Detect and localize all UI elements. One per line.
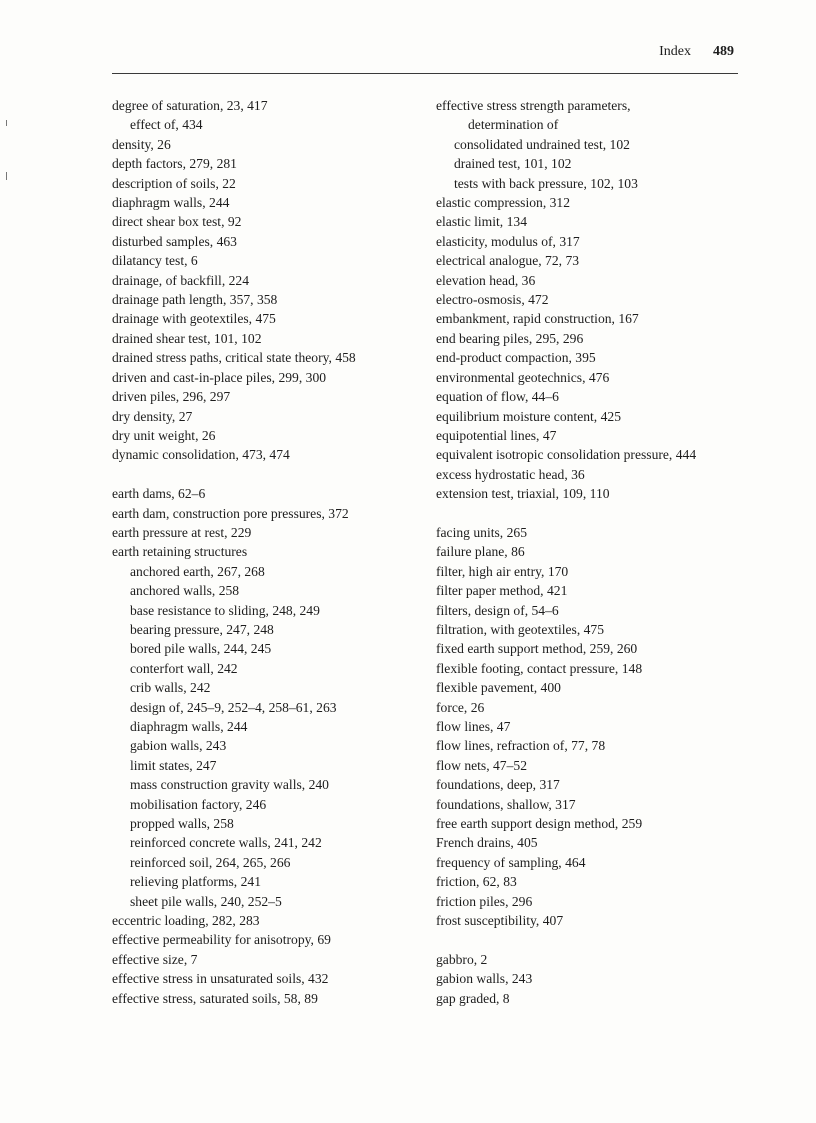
index-entry: friction piles, 296 (436, 893, 533, 909)
index-entry: flexible pavement, 400 (436, 680, 561, 696)
index-entry: filters, design of, 54–6 (436, 602, 559, 618)
index-entry: facing units, 265 (436, 524, 527, 540)
index-entry: drainage, of backfill, 224 (112, 272, 250, 288)
index-entry: frost susceptibility, 407 (436, 913, 564, 929)
index-entry: gap graded, 8 (436, 990, 510, 1006)
index-entry: earth dam, construction pore pressures, 372 (112, 505, 349, 521)
index-entry: earth pressure at rest, 229 (112, 524, 252, 540)
index-entry: dry unit weight, 26 (112, 427, 216, 443)
index-subentry: drained test, 101, 102 (454, 156, 572, 172)
index-entry: force, 26 (436, 699, 485, 715)
index-entry: disturbed samples, 463 (112, 233, 237, 249)
index-subentry: propped walls, 258 (130, 816, 234, 832)
index-entry: frequency of sampling, 464 (436, 854, 586, 870)
scan-mark (6, 172, 7, 180)
index-entry: fixed earth support method, 259, 260 (436, 641, 638, 657)
index-entry: equipotential lines, 47 (436, 427, 557, 443)
index-subentry: bored pile walls, 244, 245 (130, 641, 272, 657)
index-entry: flexible footing, contact pressure, 148 (436, 660, 643, 676)
index-entry: drained stress paths, critical state theory, 458 (112, 350, 356, 366)
scan-mark (6, 120, 7, 126)
index-subentry: relieving platforms, 241 (130, 874, 261, 890)
index-subentry: sheet pile walls, 240, 252–5 (130, 893, 282, 909)
index-subentry: mobilisation factory, 246 (130, 796, 267, 812)
index-subentry: design of, 245–9, 252–4, 258–61, 263 (130, 699, 337, 715)
index-entry: filtration, with geotextiles, 475 (436, 621, 605, 637)
index-entry: end-product compaction, 395 (436, 350, 596, 366)
index-entry: embankment, rapid construction, 167 (436, 311, 639, 327)
index-entry: foundations, shallow, 317 (436, 796, 576, 812)
index-subentry: conterfort wall, 242 (130, 660, 238, 676)
index-entry: effective permeability for anisotropy, 69 (112, 932, 331, 948)
index-entry: effective size, 7 (112, 951, 198, 967)
index-entry: flow nets, 47–52 (436, 757, 527, 773)
index-subentry: reinforced soil, 264, 265, 266 (130, 854, 291, 870)
index-entry: end bearing piles, 295, 296 (436, 330, 584, 346)
running-header-label: Index (659, 44, 691, 59)
index-entry: foundations, deep, 317 (436, 777, 560, 793)
index-entry: earth dams, 62–6 (112, 486, 206, 502)
index-entry: elevation head, 36 (436, 272, 536, 288)
index-entry: friction, 62, 83 (436, 874, 517, 890)
index-entry: drained shear test, 101, 102 (112, 330, 262, 346)
index-entry: filter paper method, 421 (436, 583, 568, 599)
index-entry: driven piles, 296, 297 (112, 389, 231, 405)
index-subentry: limit states, 247 (130, 757, 217, 773)
index-column-left (112, 96, 422, 1008)
index-entry: elastic limit, 134 (436, 214, 527, 230)
index-entry: filter, high air entry, 170 (436, 563, 569, 579)
index-entry: free earth support design method, 259 (436, 816, 643, 832)
index-entry: dynamic consolidation, 473, 474 (112, 447, 290, 463)
index-entry: effective stress strength parameters, (436, 98, 631, 113)
index-subentry: crib walls, 242 (130, 680, 211, 696)
index-entry: gabion walls, 243 (436, 971, 533, 987)
page-number: 489 (713, 44, 734, 59)
index-entry: effective stress in unsaturated soils, 432 (112, 971, 329, 987)
index-entry: depth factors, 279, 281 (112, 156, 237, 172)
index-subentry: anchored earth, 267, 268 (130, 563, 265, 579)
index-entry: excess hydrostatic head, 36 (436, 466, 585, 482)
index-subentry: bearing pressure, 247, 248 (130, 621, 274, 637)
index-entry: effective stress, saturated soils, 58, 89 (112, 990, 318, 1006)
index-entry: drainage path length, 357, 358 (112, 292, 278, 308)
index-entry: equivalent isotropic consolidation pressure, 444 (436, 447, 697, 463)
index-entry: equilibrium moisture content, 425 (436, 408, 621, 424)
index-subentry: base resistance to sliding, 248, 249 (130, 602, 320, 618)
index-entry: drainage with geotextiles, 475 (112, 311, 276, 327)
index-entry: equation of flow, 44–6 (436, 389, 559, 405)
index-entry: dilatancy test, 6 (112, 253, 198, 269)
index-entry: electrical analogue, 72, 73 (436, 253, 580, 269)
index-subentry: gabion walls, 243 (130, 738, 227, 754)
index-entry: flow lines, 47 (436, 718, 511, 734)
index-subentry: tests with back pressure, 102, 103 (454, 175, 638, 191)
index-entry: eccentric loading, 282, 283 (112, 913, 260, 929)
index-entry: gabbro, 2 (436, 951, 488, 967)
index-entry: environmental geotechnics, 476 (436, 369, 610, 385)
index-subentry: consolidated undrained test, 102 (454, 136, 630, 152)
index-entry: failure plane, 86 (436, 544, 525, 560)
index-column-right (436, 96, 754, 1008)
index-entry: earth retaining structures (112, 544, 248, 560)
index-entry: elastic compression, 312 (436, 195, 571, 211)
index-subentry: reinforced concrete walls, 241, 242 (130, 835, 322, 851)
index-entry: electro-osmosis, 472 (436, 292, 549, 308)
section-spacer (436, 504, 754, 523)
index-entry: dry density, 27 (112, 408, 193, 424)
index-entry: direct shear box test, 92 (112, 214, 242, 230)
header-rule (112, 73, 738, 74)
section-spacer (436, 930, 754, 949)
index-subentry: determination of (468, 117, 559, 133)
index-subentry: effect of, 434 (130, 117, 203, 133)
index-entry: extension test, triaxial, 109, 110 (436, 486, 610, 502)
index-entry: degree of saturation, 23, 417 (112, 98, 268, 113)
index-entry: description of soils, 22 (112, 175, 236, 191)
index-entry: driven and cast-in-place piles, 299, 300 (112, 369, 327, 385)
index-entry: density, 26 (112, 136, 171, 152)
index-subentry: anchored walls, 258 (130, 583, 240, 599)
index-subentry: mass construction gravity walls, 240 (130, 777, 329, 793)
index-entry: flow lines, refraction of, 77, 78 (436, 738, 606, 754)
section-spacer (112, 465, 422, 484)
index-entry: elasticity, modulus of, 317 (436, 233, 580, 249)
running-header (659, 44, 734, 60)
index-subentry: diaphragm walls, 244 (130, 718, 248, 734)
index-entry: diaphragm walls, 244 (112, 195, 230, 211)
index-entry: French drains, 405 (436, 835, 538, 851)
